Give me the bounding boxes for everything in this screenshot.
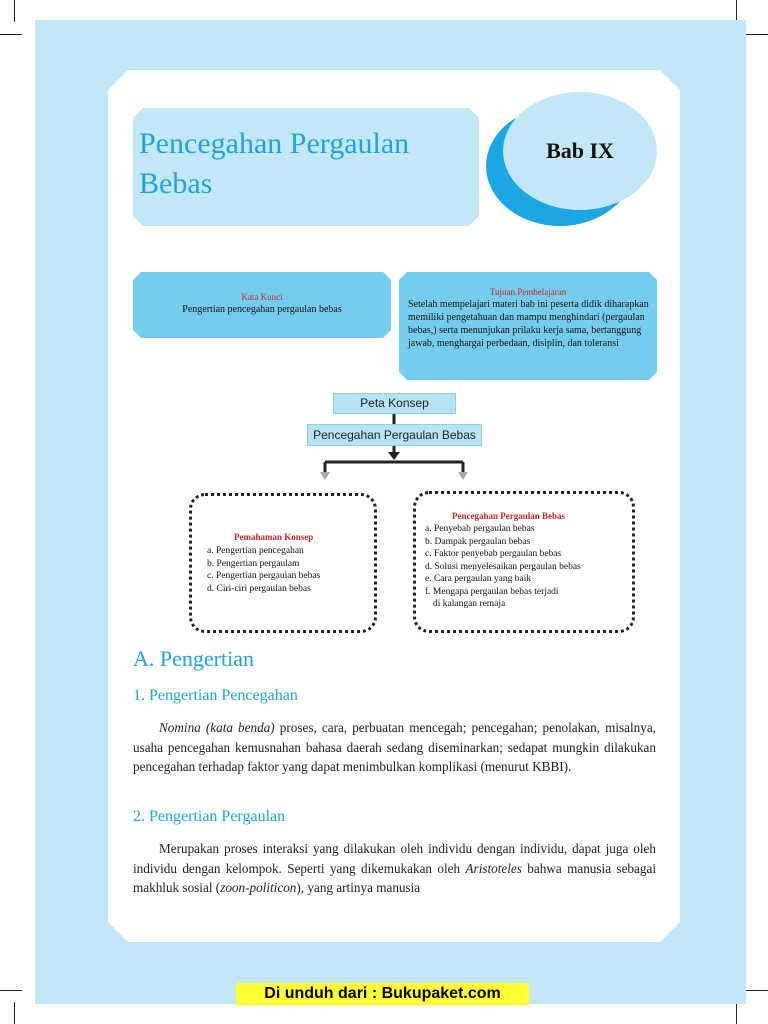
subsection-heading-2: 2. Pengertian Pergaulan [133,808,286,825]
emphasis: Aristoteles [465,860,522,876]
footer-source: Di unduh dari : Bukupaket.com [264,985,501,1002]
paragraph-pencegahan [133,718,656,777]
list-item: d. Solusi menyelesaikan pergaulan bebas [425,561,581,572]
list-item: f. Mengapa pergaulan bebas terjadi [425,586,559,597]
list-item: d. Ciri-ciri pergaulan bebas [207,583,311,594]
pencegahan-title: Pencegahan Pergaulan Bebas [452,511,566,521]
paragraph-pergaulan [133,839,656,898]
list-item: b. Pengertian pergaulam [207,558,300,569]
list-item: c. Pengertian pergaulan bebas [207,571,321,581]
paragraph-text: Merupakan proses interaksi yang dilakukan oleh individu dengan individu, dapat juga oleh individu dengan kelompok. Seperti yang dikemukakan oleh [133,841,656,876]
peta-konsep-label: Peta Konsep [333,393,456,414]
pencegahan-list [425,523,581,611]
list-item: a. Pengertian pencegahan [207,546,304,556]
section-heading: A. Pengertian [133,646,254,671]
pemahaman-konsep-list [207,545,320,595]
subsection-heading-1: 1. Pengertian Pencegahan [133,687,298,704]
kata-kunci-title: Kata Kunci [241,292,283,302]
emphasis: zoon-politicon [220,880,297,895]
list-item: di kalangan remaja [433,599,506,609]
list-item: a. Penyebab pergaulan bebas [425,524,535,534]
emphasis: Nomina (kata benda) [159,720,275,735]
tujuan-title: Tujuan Pembelajaran [489,287,567,297]
kata-kunci-body: Pengertian pencegahan pergaulan bebas [182,304,342,315]
bab-label: Bab IX [546,138,614,163]
paragraph-text: ), yang artinya manusia [296,880,421,895]
paragraph-text: proses, cara, perbuatan mencegah; pencegahan; penolakan, misalnya, usaha pencegahan kemusnahan bahasa daerah sedang diseminarkan; sedapat mungkin dilakukan pencegahan terhadap faktor yang dapat menimbulkan komplikasi (menurut KBBI). [133,720,656,774]
pemahaman-konsep-title: Pemahaman Konsep [234,532,314,542]
peta-konsep-root: Pencegahan Pergaulan Bebas [307,424,482,446]
list-item: b. Dampak pergaulan bebas [425,536,531,547]
list-item: e. Cara pergaulan yang baik [425,574,532,584]
chapter-title: Pencegahan Pergaulan Bebas [139,127,410,200]
list-item: c. Faktor penyebab pergaulan bebas [425,549,562,559]
paragraph-text: bahwa manusia sebagai makhluk sosial ( [133,860,656,895]
tujuan-body: Setelah mempelajari materi bab ini peserta didik diharapkan memiliki pengetahuan dan mampu menghindari (pergaulan bebas,) serta menunjukan prilaku kerja sama, bertanggung jawab, menghargai perbedaan, disiplin, dan toleransi [408,299,649,349]
